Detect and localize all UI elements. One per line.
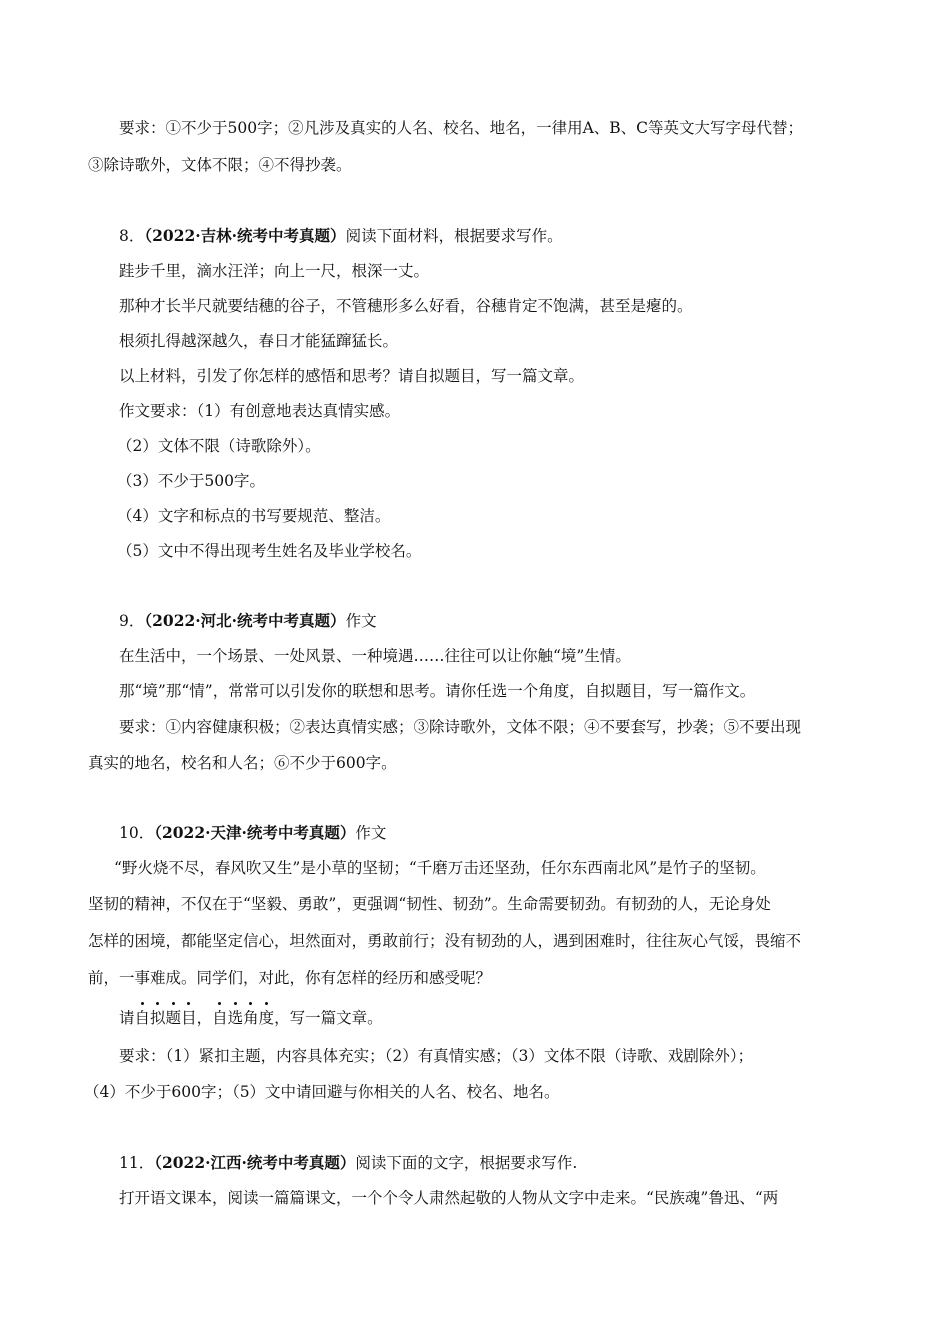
q8-requirement-item: （2）文体不限（诗歌除外）。 [117,437,321,455]
q11-paragraph-line: 打开语文课本，阅读一篇篇课文，一个个令人肃然起敬的人物从文字中走来。“民族魂”鲁迅、“两 [119,1189,779,1207]
q9-heading [119,611,377,631]
q8-material-line: 根须扎得越深越久，春日才能猛蹿猛长。 [119,332,399,350]
q11-number: 11． [119,1154,155,1172]
emphasis-char: 自 [212,1009,228,1027]
q8-source: （2022·吉林·统考中考真题） [144,226,346,245]
q8-heading [119,226,563,246]
q9-text-line: 那“境”那“情”，常常可以引发你的联想和思考。请你任选一个角度，自拟题目，写一篇作文。 [119,682,756,700]
q8-prompt: 阅读下面材料，根据要求写作。 [345,227,563,245]
q11-prompt: 阅读下面的文字，根据要求写作. [355,1154,578,1172]
q8-material-line: 跬步千里，滴水汪洋；向上一尺，根深一丈。 [119,262,430,280]
q7-requirements-line1: 要求：①不少于500字；②凡涉及真实的人名、校名、地名，一律用A、B、C等英文大写字母代替； [119,119,804,137]
q10-requirement-cont: （4）不少于600字；（5）文中请回避与你相关的人名、校名、地名。 [84,1083,560,1101]
emphasis-char: 目 [181,1009,197,1027]
q8-requirement-item: （3）不少于500字。 [117,472,265,490]
q8-material-line: 以上材料，引发了你怎样的感悟和思考？请自拟题目，写一篇文章。 [119,367,585,385]
q10-paragraph-line: 坚韧的精神，不仅在于“坚毅、勇敢”，更强调“韧性、韧劲”。生命需要韧劲。有韧劲的人，无论身处 [88,895,771,913]
q9-number: 9． [119,612,145,630]
q10-number: 10． [119,824,155,842]
q10-paragraph-line: “野火烧不尽，春风吹又生”是小草的坚韧；“千磨万击还坚劲，任尔东西南北风”是竹子的坚韧。 [114,859,766,877]
emphasis-char: 题 [165,1009,182,1027]
q9-text-line: 在生活中，一个场景、一处风景、一种境遇……往往可以让你触“境”生情。 [119,647,631,665]
q8-requirement-item: （5）文中不得出现考生姓名及毕业学校名。 [117,542,422,560]
emphasis-char: 角 [243,1009,259,1027]
q10-instruction-part: 请 [119,1009,135,1027]
q10-emphasis-self-angle [212,1009,274,1027]
q10-instruction-part: ， [196,1009,213,1027]
q9-requirement-cont: 真实的地名，校名和人名；⑥不少于600字。 [88,754,397,772]
q10-prompt: 作文 [355,824,387,842]
q10-source: （2022·天津·统考中考真题） [154,823,356,842]
q8-material-line: 那种才长半尺就要结穗的谷子，不管穗形多么好看，谷穗肯定不饱满，甚至是瘪的。 [119,297,693,315]
q10-paragraph-line: 前，一事难成。同学们，对此，你有怎样的经历和感受呢？ [88,969,492,987]
q10-emphasis-self-title [135,1009,197,1027]
q9-source: （2022·河北·统考中考真题） [144,611,346,630]
q10-requirement-line: 要求：（1）紧扣主题，内容具体充实；（2）有真情实感；（3）文体不限（诗歌、戏剧除外）； [119,1047,754,1065]
emphasis-char: 拟 [150,1009,166,1027]
q8-requirement-item: （4）文字和标点的书写要规范、整洁。 [117,507,391,525]
q10-instruction-part: ，写一篇文章。 [274,1009,383,1027]
q7-requirements-line2: ③除诗歌外，文体不限；④不得抄袭。 [88,156,352,174]
q9-requirement-line: 要求：①内容健康积极；②表达真情实感；③除诗歌外，文体不限；④不要套写，抄袭；⑤不要出现 [119,718,802,736]
q10-paragraph-line: 怎样的困境，都能坚定信心，坦然面对，勇敢前行；没有韧劲的人，遇到困难时，往往灰心气馁，畏缩不 [88,932,802,950]
q9-prompt: 作文 [345,612,377,630]
emphasis-char: 选 [227,1009,244,1027]
q10-instruction [119,1008,383,1028]
q10-heading [119,823,386,843]
q8-number: 8． [119,227,145,245]
emphasis-char: 度 [258,1009,275,1027]
q11-heading [119,1153,577,1173]
emphasis-char: 自 [134,1009,151,1027]
q11-source: （2022·江西·统考中考真题） [154,1153,356,1172]
q8-requirement-line: 作文要求：（1）有创意地表达真情实感。 [119,402,401,420]
